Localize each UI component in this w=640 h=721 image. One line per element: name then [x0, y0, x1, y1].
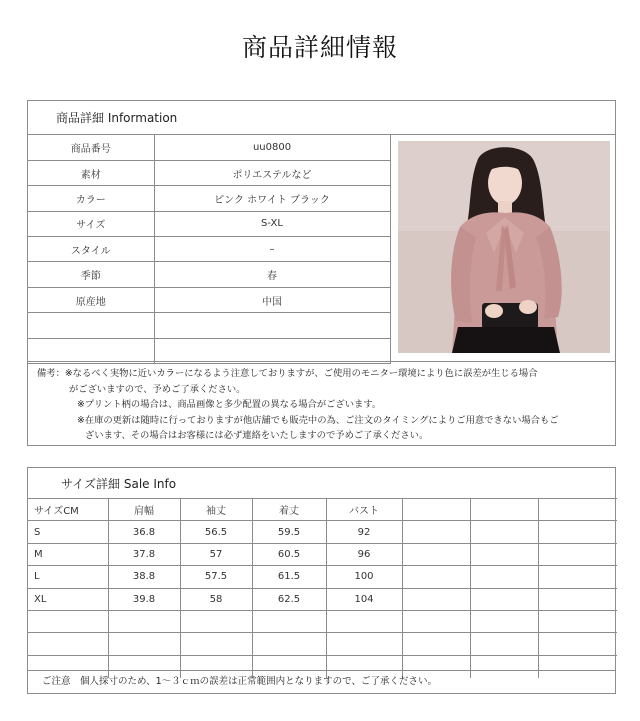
- spec-value: uu0800: [154, 135, 390, 160]
- size-cell: 96: [326, 543, 402, 565]
- size-cell: 36.8: [108, 521, 180, 543]
- size-column-header: 袖丈: [180, 499, 252, 521]
- size-cell: [538, 521, 617, 543]
- size-cell: [252, 633, 326, 655]
- size-cell: [108, 633, 180, 655]
- size-header-row: [28, 499, 617, 521]
- size-cell: 61.5: [252, 566, 326, 588]
- note-line: ※在庫の更新は随時に行っておりますが他店舗でも販売中の為、ご注文のタイミングによりご用意できない場合もご: [77, 414, 559, 426]
- spec-table: [28, 135, 391, 364]
- size-cell: 100: [326, 566, 402, 588]
- size-column-header: [470, 499, 538, 521]
- info-header: 商品詳細 Information: [28, 101, 615, 135]
- spec-row: [28, 262, 390, 287]
- size-row: [28, 588, 617, 610]
- size-column-header: 着丈: [252, 499, 326, 521]
- size-cell: [402, 610, 470, 632]
- size-cell: 62.5: [252, 588, 326, 610]
- note-line: 備考：※なるべく実物に近いカラーになるよう注意しておりますが、ご使用のモニター環境により色に誤差が生じる場合: [37, 368, 538, 379]
- size-cell: [538, 633, 617, 655]
- size-cell: 57.5: [180, 566, 252, 588]
- spec-row: [28, 313, 390, 338]
- product-photo: [398, 141, 610, 353]
- size-cell: [326, 633, 402, 655]
- size-cell: [402, 543, 470, 565]
- spec-key: [28, 313, 154, 338]
- notes-block: [28, 361, 615, 444]
- size-cell: [402, 566, 470, 588]
- size-cell: [252, 610, 326, 632]
- size-cell: 38.8: [108, 566, 180, 588]
- spec-value: ピンク ホワイト ブラック: [154, 186, 390, 211]
- size-cell: [470, 521, 538, 543]
- spec-row: [28, 186, 390, 211]
- size-column-header: [538, 499, 617, 521]
- size-cell: 57: [180, 543, 252, 565]
- size-row: [28, 610, 617, 632]
- spec-value: ポリエステルなど: [154, 160, 390, 185]
- spec-key: [28, 338, 154, 363]
- size-info-section: [27, 467, 616, 694]
- spec-row: [28, 287, 390, 312]
- size-cell: XL: [28, 588, 108, 610]
- spec-key: 季節: [28, 262, 154, 287]
- note-line: がございますので、予めご了承ください。: [69, 383, 246, 395]
- spec-key: カラー: [28, 186, 154, 211]
- size-cell: [28, 610, 108, 632]
- spec-value: [154, 313, 390, 338]
- size-cell: [538, 566, 617, 588]
- size-cell: [402, 521, 470, 543]
- size-cell: [402, 588, 470, 610]
- size-column-header: 肩幅: [108, 499, 180, 521]
- spec-key: 商品番号: [28, 135, 154, 160]
- spec-value: 中国: [154, 287, 390, 312]
- spec-value: S-XL: [154, 211, 390, 236]
- size-column-header: サイズCM: [28, 499, 108, 521]
- size-cell: 92: [326, 521, 402, 543]
- spec-key: スタイル: [28, 237, 154, 262]
- spec-row: [28, 135, 390, 160]
- size-cell: [470, 610, 538, 632]
- spec-row: [28, 160, 390, 185]
- spec-key: 素材: [28, 160, 154, 185]
- size-cell: [180, 610, 252, 632]
- spec-value: [154, 338, 390, 363]
- size-cell: [470, 588, 538, 610]
- size-row: [28, 633, 617, 655]
- size-cell: 39.8: [108, 588, 180, 610]
- size-cell: 56.5: [180, 521, 252, 543]
- size-cell: [402, 633, 470, 655]
- size-cell: S: [28, 521, 108, 543]
- size-column-header: [402, 499, 470, 521]
- size-cell: 60.5: [252, 543, 326, 565]
- size-cell: [180, 633, 252, 655]
- spec-row: [28, 211, 390, 236]
- spec-key: 原産地: [28, 287, 154, 312]
- size-cell: [470, 566, 538, 588]
- size-cell: [108, 610, 180, 632]
- size-table: [28, 498, 617, 678]
- size-cell: 59.5: [252, 521, 326, 543]
- note-line: ざいます、その場合はお客様には必ず連絡をいたしますので予めご了承ください。: [85, 430, 429, 441]
- size-cell: [538, 610, 617, 632]
- size-note: ご注意 個人採寸のため、1～３ｃｍの誤差は正常範囲内となりますので、ご了承ください。: [28, 670, 615, 694]
- spec-key: サイズ: [28, 211, 154, 236]
- size-cell: M: [28, 543, 108, 565]
- size-header: サイズ詳細 Sale Info: [61, 477, 177, 491]
- size-cell: [28, 633, 108, 655]
- page-title: 商品詳細情報: [241, 33, 398, 62]
- size-cell: [538, 543, 617, 565]
- spec-value: –: [154, 237, 390, 262]
- size-cell: [326, 610, 402, 632]
- size-cell: 37.8: [108, 543, 180, 565]
- product-info-section: [27, 100, 616, 446]
- spec-row: [28, 338, 390, 363]
- spec-value: 春: [154, 262, 390, 287]
- spec-row: [28, 237, 390, 262]
- note-line: ※プリント柄の場合は、商品画像と多少配置の異なる場合がございます。: [77, 399, 382, 410]
- size-row: [28, 543, 617, 565]
- size-row: [28, 521, 617, 543]
- size-cell: 104: [326, 588, 402, 610]
- size-row: [28, 566, 617, 588]
- size-cell: [538, 588, 617, 610]
- size-cell: [470, 543, 538, 565]
- size-cell: L: [28, 566, 108, 588]
- size-cell: 58: [180, 588, 252, 610]
- size-column-header: バスト: [326, 499, 402, 521]
- size-cell: [470, 633, 538, 655]
